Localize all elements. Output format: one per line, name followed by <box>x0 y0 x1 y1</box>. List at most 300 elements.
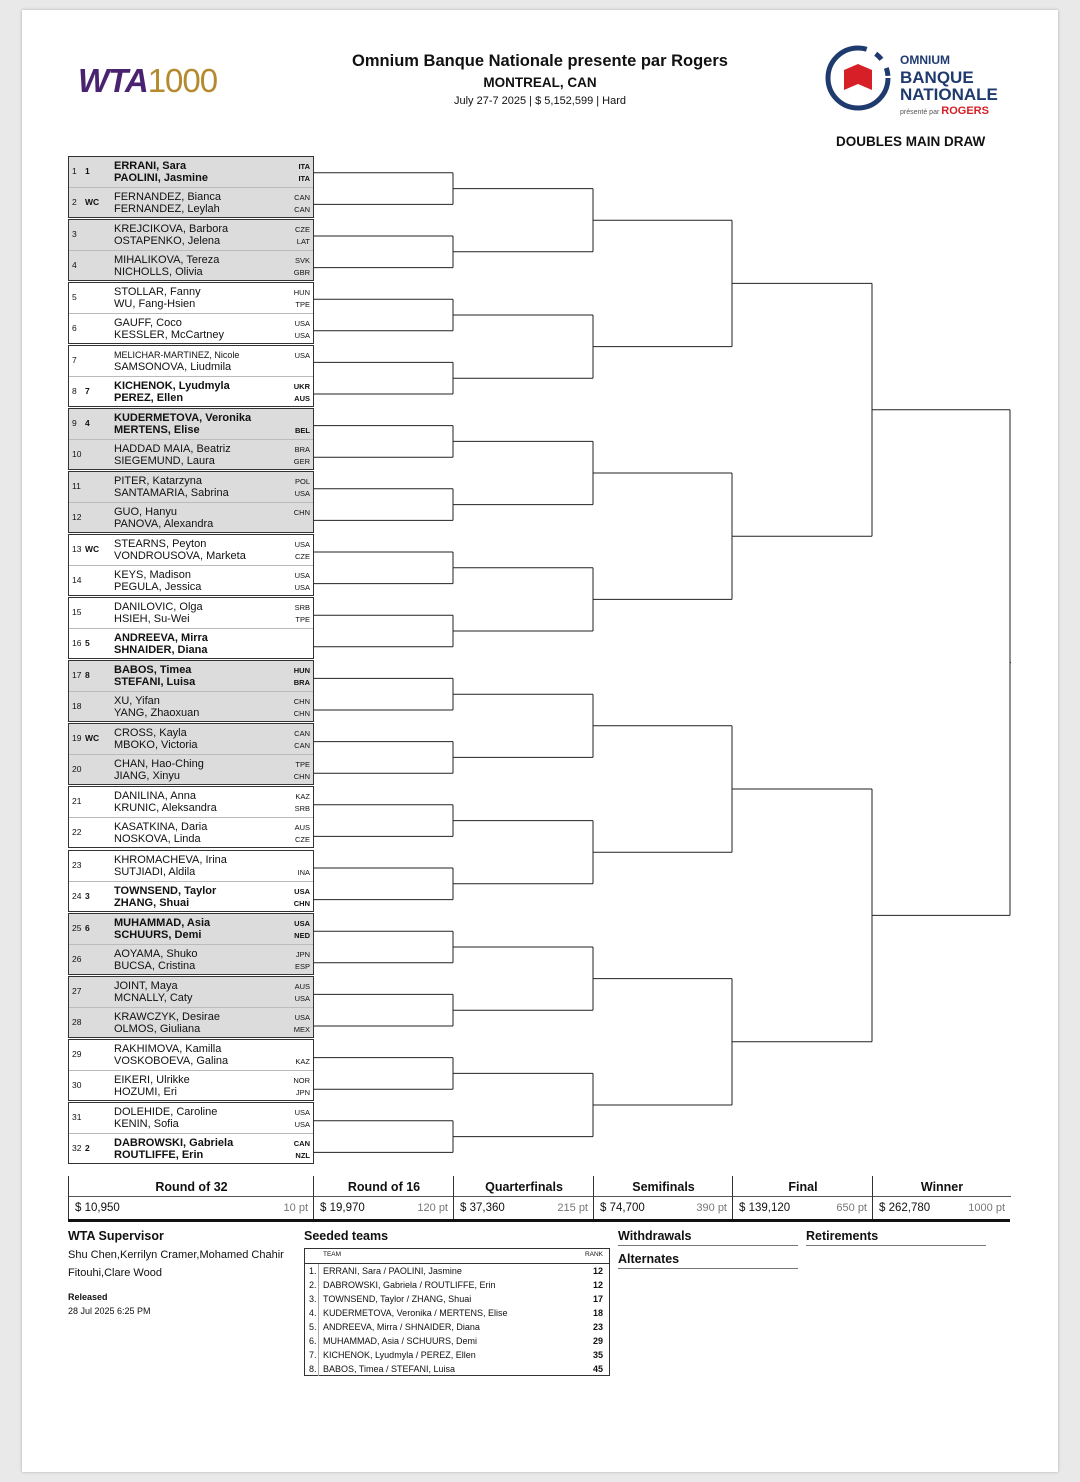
draw-line-26 <box>69 945 313 976</box>
player-nation: CZE <box>295 225 310 235</box>
partner-nation: JPN <box>295 1087 310 1097</box>
draw-line-23 <box>69 851 313 882</box>
partner-name: VOSKOBOEVA, Galina <box>114 1054 229 1067</box>
seed-marker: WC <box>85 733 100 744</box>
partner-nation: USA <box>294 1119 310 1129</box>
sponsor-line4: présenté par <box>900 109 940 116</box>
draw-pair <box>68 1039 314 1101</box>
player-nation: USA <box>294 886 310 896</box>
draw-number: 16 <box>72 638 82 649</box>
seeded-rank: 17 <box>592 1294 603 1304</box>
seeded-team: KICHENOK, Lyudmyla / PEREZ, Ellen <box>323 1350 476 1360</box>
partner-name: HOZUMI, Eri <box>114 1085 177 1098</box>
partner-nation: CZE <box>295 552 310 562</box>
draw-number: 2 <box>72 197 77 207</box>
round-prize-table <box>68 1176 1010 1222</box>
seeded-team: TOWNSEND, Taylor / ZHANG, Shuai <box>323 1294 472 1304</box>
seeded-team: ERRANI, Sara / PAOLINI, Jasmine <box>323 1266 462 1276</box>
seed-index: 3. <box>309 1294 317 1304</box>
player-name: HADDAD MAIA, Beatriz <box>114 443 231 456</box>
seeded-team: ANDREEVA, Mirra / SHNAIDER, Diana <box>323 1322 480 1332</box>
draw-line-27 <box>69 977 313 1008</box>
draw-number: 30 <box>72 1079 82 1090</box>
player-nation: POL <box>294 477 310 487</box>
draw-line-30 <box>69 1071 313 1102</box>
draw-pair <box>68 786 314 848</box>
seed-marker: 3 <box>85 890 90 901</box>
draw-line-21 <box>69 787 313 818</box>
draw-line-8 <box>69 377 313 408</box>
draw-line-13 <box>69 535 313 566</box>
sponsor-line5: ROGERS <box>941 105 989 117</box>
player-name: KEYS, Madison <box>114 569 192 582</box>
seeded-row <box>305 1278 609 1292</box>
seed-index-divider <box>318 1264 319 1278</box>
round-name: Winner <box>920 1180 964 1194</box>
round-rule <box>733 1196 873 1197</box>
seeded-rank: 35 <box>592 1350 603 1360</box>
draw-number: 18 <box>72 701 82 712</box>
seeded-teams-table <box>304 1248 610 1376</box>
partner-name: KENIN, Sofia <box>114 1117 179 1130</box>
draw-number: 11 <box>72 481 81 492</box>
seed-index: 7. <box>309 1350 317 1360</box>
player-nation: USA <box>294 540 310 550</box>
draw-number: 3 <box>72 229 77 240</box>
draw-pair <box>68 913 314 975</box>
draw-pair <box>68 850 314 912</box>
partner-name: HSIEH, Su-Wei <box>114 613 190 626</box>
player-nation: NOR <box>293 1075 310 1085</box>
player-name: STOLLAR, Fanny <box>114 286 201 299</box>
seeded-team: KUDERMETOVA, Veronika / MERTENS, Elise <box>323 1308 508 1318</box>
partner-nation: CAN <box>294 741 310 751</box>
seed-index: 8. <box>309 1364 317 1374</box>
round-column <box>732 1176 873 1220</box>
draw-number: 15 <box>72 607 82 618</box>
partner-nation: SRB <box>294 804 310 814</box>
player-nation: USA <box>294 1012 310 1022</box>
partner-nation: CAN <box>294 205 310 214</box>
draw-number: 27 <box>72 985 82 996</box>
player-name: DABROWSKI, Gabriela <box>114 1136 234 1149</box>
draw-pair <box>68 219 314 281</box>
partner-nation: GER <box>293 457 310 467</box>
draw-number: 9 <box>72 418 77 429</box>
tournament-location: MONTREAL, CAN <box>483 75 597 90</box>
released-date: 28 Jul 2025 6:25 PM <box>68 1306 151 1316</box>
draw-number: 4 <box>72 260 77 271</box>
seed-marker: 4 <box>85 418 90 429</box>
draw-line-5 <box>69 283 313 314</box>
round-name: Round of 16 <box>347 1180 421 1194</box>
draw-line-20 <box>69 755 313 786</box>
partner-nation: LAT <box>296 237 310 247</box>
draw-line-14 <box>69 566 313 597</box>
draw-line-24 <box>69 882 313 913</box>
seed-index: 2. <box>309 1280 317 1290</box>
released-label: Released <box>68 1292 108 1302</box>
draw-pair <box>68 660 314 722</box>
partner-nation: BEL <box>295 426 310 436</box>
seeded-team: BABOS, Timea / STEFANI, Luisa <box>323 1364 456 1374</box>
seed-index-divider <box>318 1334 319 1348</box>
round-column <box>313 1176 454 1220</box>
draw-line-2 <box>69 188 313 219</box>
seed-index-divider <box>318 1362 319 1376</box>
draw-pair <box>68 345 314 407</box>
player-nation: CHN <box>293 697 310 707</box>
partner-name: PEREZ, Ellen <box>114 392 184 405</box>
player-nation: AUS <box>294 823 310 833</box>
alternates-label: Alternates <box>618 1252 680 1266</box>
player-name: GAUFF, Coco <box>114 317 182 330</box>
player-nation: AUS <box>294 981 310 991</box>
player-name: RAKHIMOVA, Kamilla <box>114 1042 222 1055</box>
partner-nation: GBR <box>293 268 310 278</box>
player-name: FERNANDEZ, Bianca <box>114 191 221 203</box>
seeded-rank: 23 <box>592 1322 603 1332</box>
draw-line-16 <box>69 629 313 660</box>
partner-nation: USA <box>294 331 310 341</box>
partner-nation: BRA <box>293 678 310 688</box>
draw-number: 19 <box>72 733 82 744</box>
partner-nation: CZE <box>295 835 310 845</box>
partner-nation: CHN <box>293 898 310 908</box>
round-prize-money: $ 10,950 <box>75 1202 120 1214</box>
seed-index-divider <box>318 1278 319 1292</box>
player-name: KREJCIKOVA, Barbora <box>114 223 229 236</box>
partner-nation: ESP <box>294 961 310 971</box>
partner-nation: INA <box>297 867 310 877</box>
seeded-row <box>305 1292 609 1306</box>
seeded-row <box>305 1264 609 1278</box>
draw-line-22 <box>69 818 313 849</box>
round-rule <box>873 1196 1011 1197</box>
seed-index-divider <box>318 1348 319 1362</box>
partner-nation: CHN <box>293 709 310 719</box>
seed-index: 5. <box>309 1322 317 1332</box>
player-name: EIKERI, Ulrikke <box>114 1073 190 1086</box>
draw-line-11 <box>69 472 313 503</box>
partner-nation: USA <box>294 583 310 593</box>
retirements-label: Retirements <box>806 1229 879 1243</box>
partner-name: SANTAMARIA, Sabrina <box>114 487 229 500</box>
seed-index: 1. <box>309 1266 317 1276</box>
partner-name: SCHUURS, Demi <box>114 928 202 941</box>
draw-pair <box>68 282 314 344</box>
draw-line-28 <box>69 1008 313 1039</box>
seed-index-divider <box>318 1292 319 1306</box>
partner-nation: CHN <box>293 772 310 782</box>
player-name: DANILOVIC, Olga <box>114 601 203 614</box>
draw-line-1 <box>69 157 313 188</box>
seed-marker: WC <box>85 544 100 555</box>
player-name: JOINT, Maya <box>114 979 178 992</box>
draw-number: 28 <box>72 1016 82 1027</box>
draw-number: 14 <box>72 575 82 586</box>
player-nation: SVK <box>294 256 310 266</box>
player-name: KASATKINA, Daria <box>114 821 208 834</box>
player-name: KICHENOK, Lyudmyla <box>114 380 230 393</box>
player-name: MELICHAR-MARTINEZ, Nicole <box>114 350 240 361</box>
wta-logo-number: 1000 <box>147 62 218 99</box>
draw-line-7 <box>69 346 313 377</box>
draw-line-25 <box>69 914 313 945</box>
round-name: Round of 32 <box>155 1180 228 1194</box>
player-name: MUHAMMAD, Asia <box>114 916 211 929</box>
draw-pair <box>68 1102 314 1164</box>
draw-number: 12 <box>72 512 82 523</box>
draw-line-15 <box>69 598 313 629</box>
draw-number: 29 <box>72 1048 82 1059</box>
sponsor-line1: OMNIUM <box>900 53 950 67</box>
draw-number: 24 <box>72 890 82 901</box>
partner-name: PAOLINI, Jasmine <box>114 172 208 184</box>
retirements-rule <box>806 1245 986 1246</box>
partner-name: MERTENS, Elise <box>114 424 200 437</box>
partner-name: JIANG, Xinyu <box>114 770 181 783</box>
draw-title: DOUBLES MAIN DRAW <box>836 134 986 149</box>
seeded-col-team: TEAM <box>323 1251 342 1258</box>
player-name: PITER, Katarzyna <box>114 475 203 488</box>
partner-name: FERNANDEZ, Leylah <box>114 203 220 215</box>
supervisor-names: Shu Chen,Kerrilyn Cramer,Mohamed Chahir Fitouhi,Clare Wood <box>68 1249 284 1279</box>
player-name: AOYAMA, Shuko <box>114 947 198 960</box>
draw-line-6 <box>69 314 313 345</box>
round-points: 10 pt <box>283 1202 308 1214</box>
seeded-rank: 12 <box>592 1266 603 1276</box>
draw-line-10 <box>69 440 313 471</box>
wta-logo-text: WTA <box>78 62 148 99</box>
player-nation: BRA <box>294 445 310 455</box>
partner-nation: NED <box>294 930 310 940</box>
draw-number: 10 <box>72 449 82 460</box>
player-nation: ITA <box>298 162 310 171</box>
partner-name: MBOKO, Victoria <box>114 739 198 752</box>
player-name: STEARNS, Peyton <box>114 538 207 551</box>
partner-name: SAMSONOVA, Liudmila <box>114 361 232 374</box>
round-prize-money: $ 262,780 <box>879 1202 931 1214</box>
partner-nation: KAZ <box>295 1056 310 1066</box>
sponsor-line3: NATIONALE <box>900 85 998 104</box>
partner-name: PEGULA, Jessica <box>114 581 202 594</box>
partner-name: KRUNIC, Aleksandra <box>114 802 217 815</box>
partner-name: KESSLER, McCartney <box>114 329 225 342</box>
player-name: CHAN, Hao-Ching <box>114 758 204 771</box>
draw-pair <box>68 471 314 533</box>
round-rule <box>594 1196 733 1197</box>
draw-pair <box>68 156 314 218</box>
draw-number: 8 <box>72 386 77 397</box>
withdrawals-label: Withdrawals <box>618 1229 692 1243</box>
draw-line-9 <box>69 409 313 440</box>
player-nation: CAN <box>293 1138 310 1148</box>
partner-name: SHNAIDER, Diana <box>114 644 208 657</box>
player-nation: USA <box>294 918 310 928</box>
partner-name: ROUTLIFFE, Erin <box>114 1148 204 1161</box>
seeded-row <box>305 1348 609 1362</box>
draw-pair <box>68 723 314 785</box>
draw-number: 32 <box>72 1142 82 1153</box>
partner-nation: TPE <box>295 615 310 625</box>
seed-marker: 7 <box>85 386 90 397</box>
player-nation: USA <box>294 351 310 361</box>
partner-nation: MEX <box>293 1024 310 1034</box>
draw-number: 6 <box>72 323 77 334</box>
draw-number: 22 <box>72 827 82 838</box>
partner-name: BUCSA, Cristina <box>114 959 196 972</box>
seeded-rank: 29 <box>592 1336 603 1346</box>
withdrawals-rule <box>618 1245 798 1246</box>
seed-marker: 6 <box>85 922 90 933</box>
draw-line-32 <box>69 1134 313 1165</box>
player-nation: SRB <box>294 603 310 613</box>
draw-line-29 <box>69 1040 313 1071</box>
player-name: TOWNSEND, Taylor <box>114 884 217 897</box>
round-column <box>593 1176 733 1220</box>
player-name: MIHALIKOVA, Tereza <box>114 254 220 267</box>
draw-number: 21 <box>72 796 82 807</box>
player-nation: JPN <box>295 949 310 959</box>
round-table-rule <box>68 1219 1010 1222</box>
seed-index-divider <box>318 1320 319 1334</box>
partner-name: PANOVA, Alexandra <box>114 518 214 531</box>
player-nation: CHN <box>293 508 310 518</box>
partner-nation: AUS <box>294 394 310 404</box>
player-nation: USA <box>294 571 310 581</box>
round-prize-money: $ 37,360 <box>460 1202 505 1214</box>
draw-line-19 <box>69 724 313 755</box>
draw-number: 13 <box>72 544 82 555</box>
supervisor-label: WTA Supervisor <box>68 1229 164 1243</box>
player-nation: USA <box>294 319 310 329</box>
round-prize-money: $ 139,120 <box>739 1202 791 1214</box>
draw-number: 20 <box>72 764 82 775</box>
tournament-info: July 27-7 2025 | $ 5,152,599 | Hard <box>453 95 627 107</box>
player-name: GUO, Hanyu <box>114 506 177 519</box>
round-column <box>68 1176 314 1220</box>
round-name: Quarterfinals <box>485 1180 563 1194</box>
draw-number: 1 <box>72 166 77 176</box>
partner-name: WU, Fang-Hsien <box>114 298 196 311</box>
draw-number: 26 <box>72 953 82 964</box>
tournament-title: Omnium Banque Nationale presente par Rogers <box>352 52 728 70</box>
round-name: Semifinals <box>632 1180 695 1194</box>
draw-line-18 <box>69 692 313 723</box>
seed-index-divider <box>318 1306 319 1320</box>
seeded-row <box>305 1362 609 1376</box>
seeded-row <box>305 1320 609 1334</box>
seed-index: 6. <box>309 1336 317 1346</box>
round-rule <box>69 1196 314 1197</box>
partner-nation: TPE <box>295 300 310 310</box>
seed-marker: 1 <box>85 166 90 176</box>
partner-name: NICHOLLS, Olivia <box>114 266 203 279</box>
draw-pair <box>68 597 314 659</box>
round-points: 390 pt <box>696 1202 727 1214</box>
round-points: 1000 pt <box>968 1202 1005 1214</box>
round-points: 120 pt <box>417 1202 448 1214</box>
player-nation: UKR <box>293 382 310 392</box>
partner-nation: ITA <box>298 174 310 183</box>
seeded-table-header <box>305 1249 609 1264</box>
seeded-row <box>305 1334 609 1348</box>
seeded-row <box>305 1306 609 1320</box>
seed-index: 4. <box>309 1308 317 1318</box>
seeded-teams-label: Seeded teams <box>304 1229 389 1243</box>
draw-line-31 <box>69 1103 313 1134</box>
partner-name: OLMOS, Giuliana <box>114 1022 201 1035</box>
player-name: KHROMACHEVA, Irina <box>114 853 227 866</box>
partner-name: SIEGEMUND, Laura <box>114 455 215 468</box>
partner-name: SUTJIADI, Aldila <box>114 865 196 878</box>
round-points: 215 pt <box>557 1202 588 1214</box>
player-nation: TPE <box>295 760 310 770</box>
round-rule <box>314 1196 454 1197</box>
partner-name: ZHANG, Shuai <box>114 896 190 909</box>
partner-name: VONDROUSOVA, Marketa <box>114 550 246 563</box>
round-points: 650 pt <box>836 1202 867 1214</box>
alternates-rule <box>618 1268 798 1269</box>
draw-number: 25 <box>72 922 82 933</box>
draw-number: 17 <box>72 670 82 681</box>
player-nation: CAN <box>294 729 310 739</box>
partner-nation: USA <box>294 993 310 1003</box>
round-prize-money: $ 19,970 <box>320 1202 365 1214</box>
player-name: XU, Yifan <box>114 695 160 708</box>
player-name: DANILINA, Anna <box>114 790 196 803</box>
seeded-col-rank: RANK <box>584 1251 603 1258</box>
partner-name: NOSKOVA, Linda <box>114 833 201 846</box>
player-name: DOLEHIDE, Caroline <box>114 1105 218 1118</box>
sponsor-line2: BANQUE <box>900 68 974 87</box>
player-nation: HUN <box>293 288 310 298</box>
seeded-rank: 18 <box>592 1308 603 1318</box>
seed-marker: WC <box>85 197 100 207</box>
draw-pair <box>68 408 314 470</box>
draw-number: 5 <box>72 292 77 303</box>
round-name: Final <box>788 1180 818 1194</box>
player-name: BABOS, Timea <box>114 664 192 677</box>
partner-name: YANG, Zhaoxuan <box>114 707 200 720</box>
draw-entries <box>68 156 314 1165</box>
draw-number: 31 <box>72 1111 82 1122</box>
player-nation: HUN <box>293 666 310 676</box>
partner-name: STEFANI, Luisa <box>114 676 196 689</box>
seed-marker: 5 <box>85 638 90 649</box>
seeded-team: DABROWSKI, Gabriela / ROUTLIFFE, Erin <box>323 1280 496 1290</box>
seeded-rank: 45 <box>592 1364 603 1374</box>
round-column <box>872 1176 1011 1220</box>
seeded-rank: 12 <box>592 1280 603 1290</box>
round-prize-money: $ 74,700 <box>600 1202 645 1214</box>
seeded-team: MUHAMMAD, Asia / SCHUURS, Demi <box>323 1336 478 1346</box>
player-nation: CAN <box>294 193 310 202</box>
seed-marker: 2 <box>85 1142 90 1153</box>
draw-pair <box>68 976 314 1038</box>
player-name: KUDERMETOVA, Veronika <box>114 412 252 425</box>
player-name: CROSS, Kayla <box>114 727 187 740</box>
round-rule <box>454 1196 594 1197</box>
draw-pair <box>68 534 314 596</box>
player-nation: KAZ <box>295 792 310 802</box>
player-name: ANDREEVA, Mirra <box>114 632 208 645</box>
partner-nation: NZL <box>295 1150 310 1160</box>
draw-number: 23 <box>72 859 82 870</box>
partner-name: MCNALLY, Caty <box>114 991 193 1004</box>
round-column <box>453 1176 594 1220</box>
